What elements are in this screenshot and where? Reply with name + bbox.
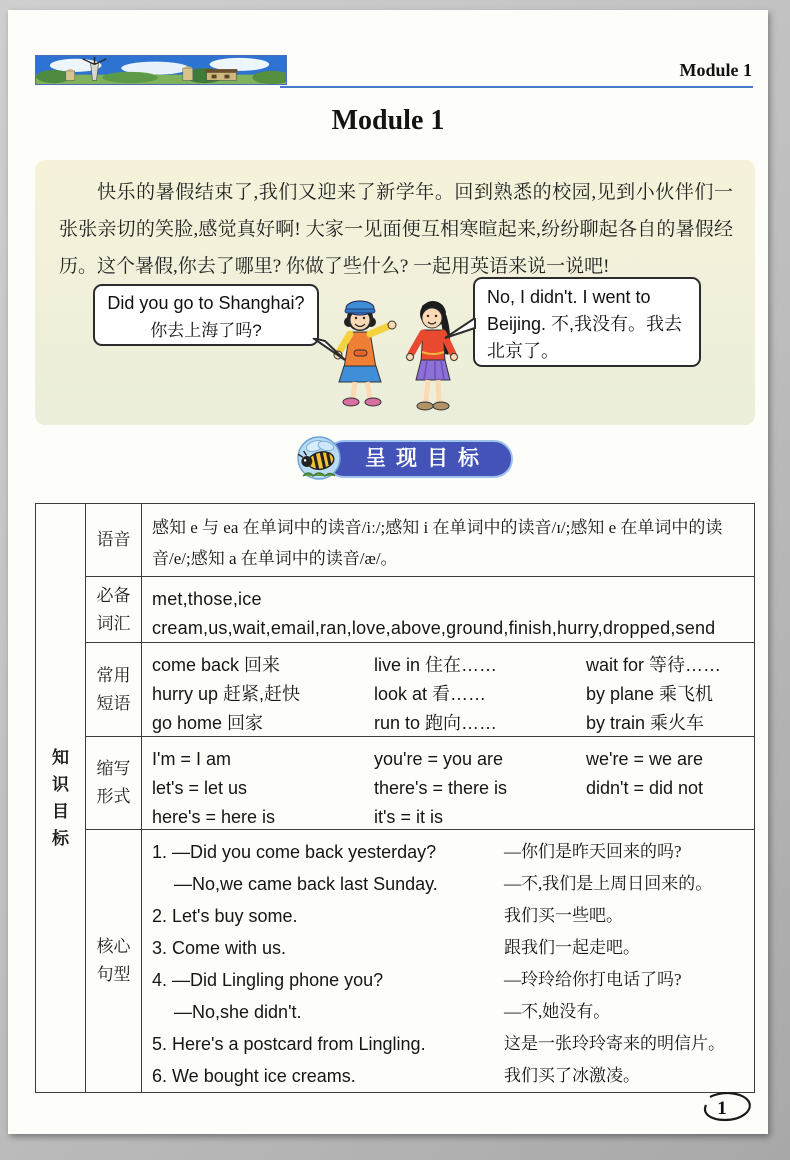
sentences-label: 核心句型 xyxy=(96,937,131,984)
contraction-item: you're = you are xyxy=(374,749,504,769)
phrase-item: hurry up 赶紧,赶快 xyxy=(152,684,301,704)
bee-icon xyxy=(295,434,343,482)
contraction-item xyxy=(586,803,744,832)
sentence-pair: 5. Here's a postcard from Lingling. 这是一张玲玲寄来的明信片。 xyxy=(152,1034,725,1054)
bubble-left-english: Did you go to Shanghai? xyxy=(107,293,305,313)
contractions-label: 缩写形式 xyxy=(96,759,131,806)
phrases-label: 常用短语 xyxy=(96,665,131,713)
running-head-module: Module 1 xyxy=(679,60,752,80)
bubble-right-tail xyxy=(443,318,477,342)
contractions-grid xyxy=(152,743,744,832)
bubble-left-chinese: 你去上海了吗? xyxy=(150,321,262,340)
phrase-item: run to 跑向…… xyxy=(374,713,498,733)
landscape-banner-illustration xyxy=(35,55,287,85)
speech-bubble-left xyxy=(93,284,319,346)
table-row-header-cell xyxy=(36,504,86,1092)
phrase-item: live in 住在…… xyxy=(374,655,498,675)
phrase-item: look at 看…… xyxy=(374,684,487,704)
table-row-vocabulary xyxy=(86,577,754,643)
table-row-key-sentences xyxy=(86,830,754,1092)
table-row-phonics xyxy=(86,504,754,577)
contraction-item: didn't = did not xyxy=(586,778,704,798)
phrase-item: come back 回来 xyxy=(152,655,281,675)
vocabulary-label: 必备词汇 xyxy=(96,585,131,633)
contraction-item: we're = we are xyxy=(586,749,703,769)
bubble-right-text: No, I didn't. I went to Beijing. 不,我没有。我去北京了。 xyxy=(487,287,683,361)
intro-paragraph: 快乐的暑假结束了,我们又迎来了新学年。回到熟悉的校园,见到小伙伴们一张张亲切的笑脸,感觉真好啊! 大家一见面便互相寒暄起来,纷纷聊起各自的暑假经历。这个暑假,你去了哪里? 你做了些什么? 一起用英语来说一说吧! xyxy=(59,182,733,277)
sentence-pair: 6. We bought ice creams. 我们买了冰激凌。 xyxy=(152,1066,640,1086)
phonics-content: 感知 e 与 ea 在单词中的读音/iː/;感知 i 在单词中的读音/ɪ/;感知 e 在单词中的读音/e/;感知 a 在单词中的读音/æ/。 xyxy=(152,518,723,568)
contraction-item: let's = let us xyxy=(152,778,247,798)
phrase-item: by train 乘火车 xyxy=(586,713,705,733)
section-banner-pill: 呈现目标 xyxy=(325,440,513,478)
book-page xyxy=(8,10,768,1134)
bubble-left-tail xyxy=(311,338,347,364)
phrase-item: go home 回家 xyxy=(152,713,264,733)
contraction-item: there's = there is xyxy=(374,778,508,798)
contraction-item: I'm = I am xyxy=(152,749,231,769)
sentence-pair: 4. —Did Lingling phone you? —玲玲给你打电话了吗? xyxy=(152,970,682,990)
sentence-pair: 2. Let's buy some. 我们买一些吧。 xyxy=(152,906,623,926)
sentence-pair: —No,we came back last Sunday. —不,我们是上周日回来的。 xyxy=(174,874,713,894)
intro-box xyxy=(35,160,755,425)
phrase-item: by plane 乘飞机 xyxy=(586,684,714,704)
vocabulary-content: met,those,ice cream,us,wait,email,ran,love,above,ground,finish,hurry,dropped,send xyxy=(152,589,716,638)
table-row-phrases xyxy=(86,643,754,737)
phrases-grid xyxy=(152,649,744,738)
contraction-item: here's = here is xyxy=(152,807,276,827)
header-divider-line xyxy=(280,86,753,88)
page-number: 1 xyxy=(717,1098,727,1119)
sentence-pair: 3. Come with us. 跟我们一起走吧。 xyxy=(152,938,640,958)
speech-bubble-right xyxy=(473,277,701,367)
phrase-item: wait for 等待…… xyxy=(586,655,722,675)
table-row-contractions xyxy=(86,737,754,830)
phonics-label: 语音 xyxy=(96,530,131,549)
page-title: Module 1 xyxy=(331,105,445,136)
knowledge-goals-table xyxy=(35,503,755,1093)
sentence-pair: —No,she didn't. —不,她没有。 xyxy=(174,1002,611,1022)
row-header-knowledge-goals: 知识目标 xyxy=(52,748,69,848)
page-number-ornament xyxy=(696,1090,754,1126)
sentence-pair: 1. —Did you come back yesterday? —你们是昨天回来的吗? xyxy=(152,842,682,862)
contraction-item: it's = it is xyxy=(374,807,443,827)
girl-right-illustration xyxy=(397,296,467,416)
